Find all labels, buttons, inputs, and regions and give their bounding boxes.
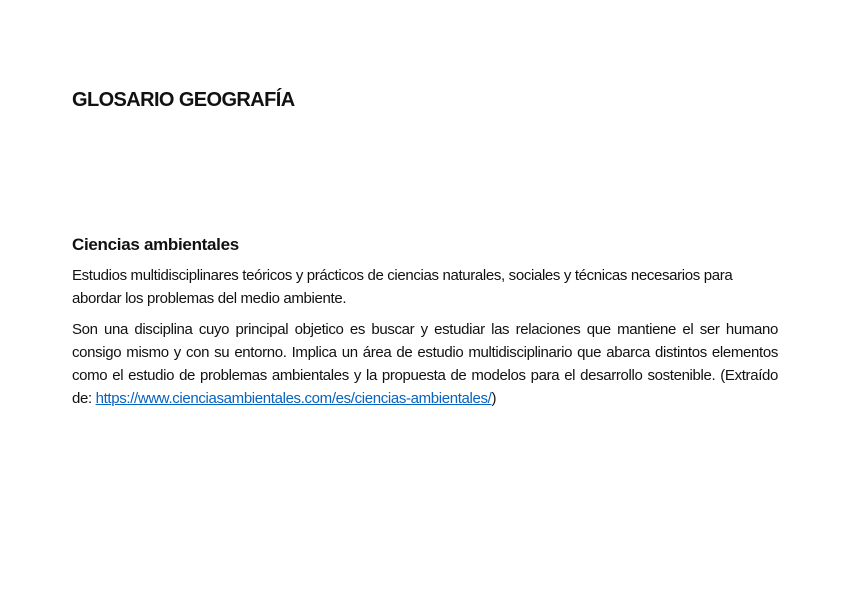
document-title: GLOSARIO GEOGRAFÍA	[72, 89, 295, 111]
source-link[interactable]: https://www.cienciasambientales.com/es/ciencias-ambientales/	[95, 390, 492, 407]
term-heading: Ciencias ambientales	[72, 235, 239, 254]
term-definition: Estudios multidisciplinares teóricos y prácticos de ciencias naturales, sociales y técnicas necesarios para abordar los problemas del medio ambiente.	[72, 267, 733, 307]
term-description	[72, 318, 778, 410]
closing-parenthesis: )	[491, 390, 497, 407]
document-page	[72, 0, 778, 599]
description-text: Son una disciplina cuyo principal objetico es buscar y estudiar las relaciones que mantiene el ser humano consigo mismo y con su entorno. Implica un área de estudio multidisciplinario que abarca distintos elementos como el estudio de problemas ambientales y la propuesta de modelos para el desarrollo sostenible. (Extraído de:	[72, 321, 778, 407]
glossary-entry	[72, 234, 778, 418]
